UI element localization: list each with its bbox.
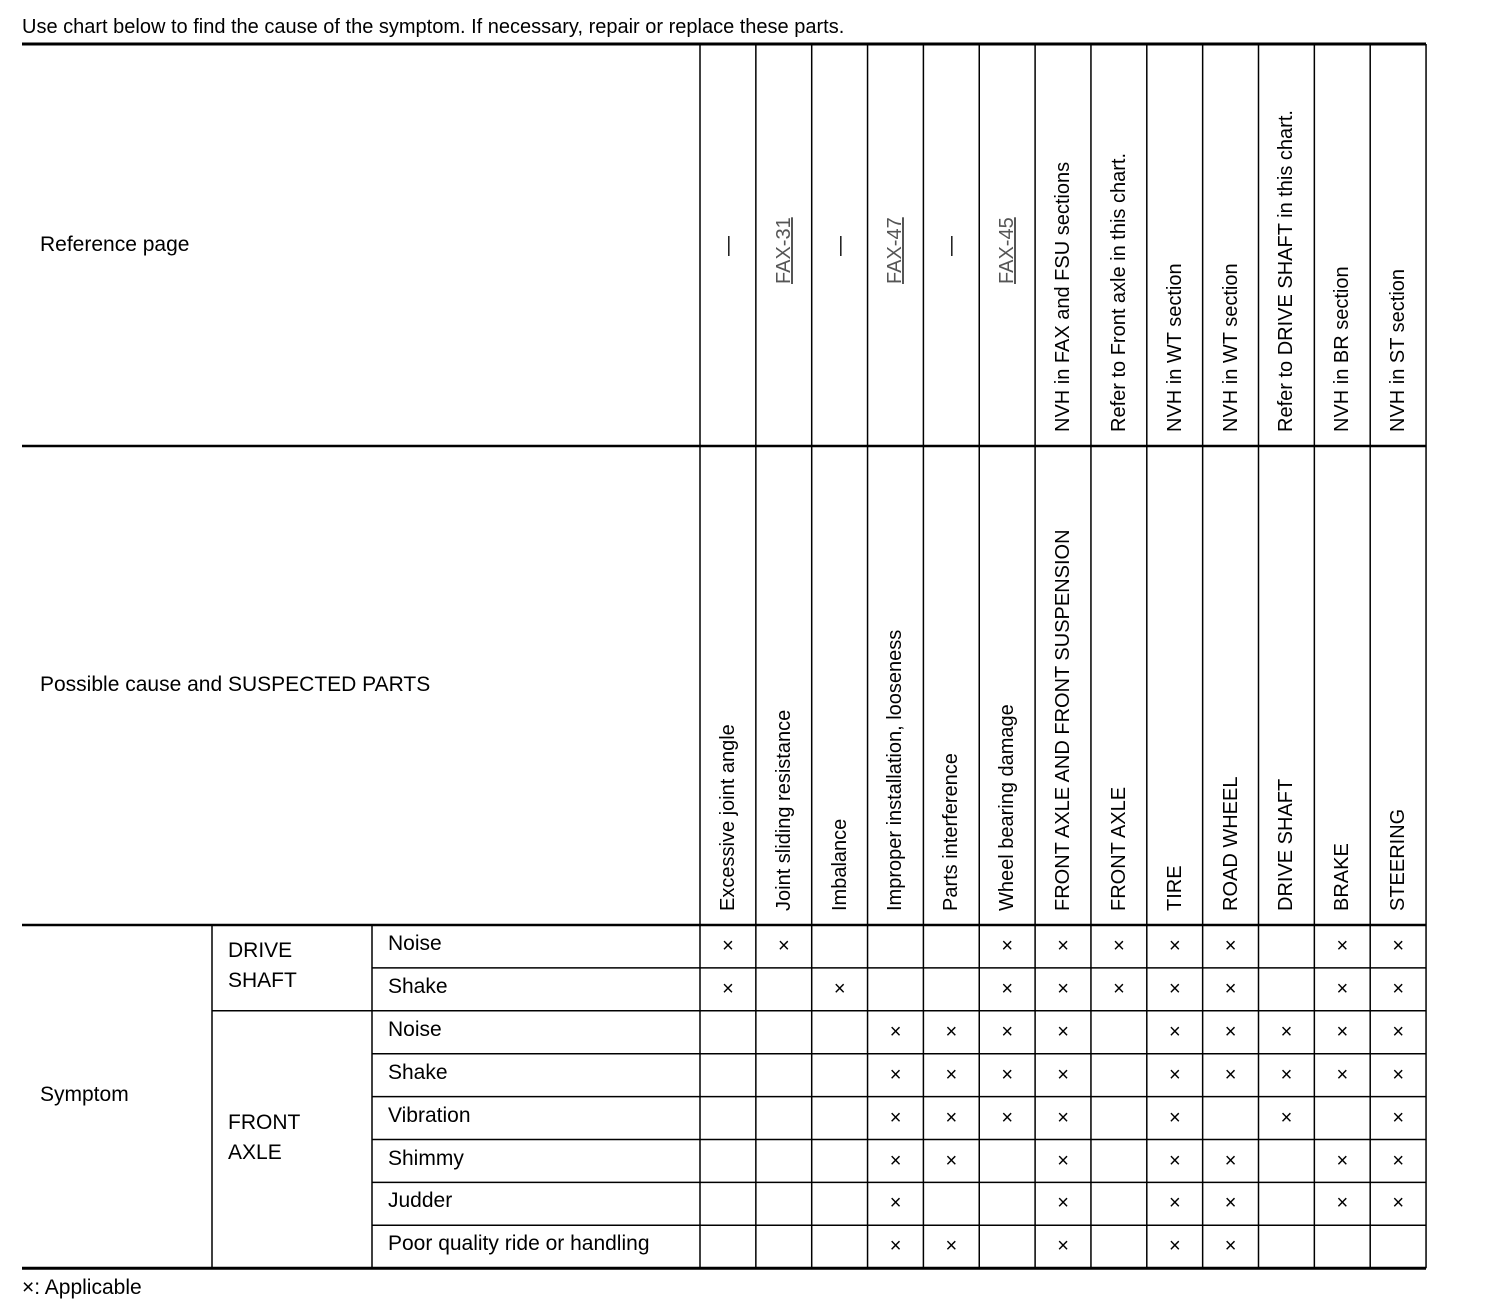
reference-page-label: Reference page [40,233,190,256]
cause-header-1: Excessive joint angle [716,724,739,911]
applicable-mark: × [1392,1020,1405,1043]
cause-header-10: ROAD WHEEL [1219,776,1242,911]
applicable-mark: × [1057,935,1069,957]
applicable-mark: × [1168,935,1181,957]
applicable-mark: × [945,1063,958,1086]
applicable-mark: × [1113,977,1125,1000]
applicable-mark: × [1001,1106,1014,1129]
applicable-mark: × [945,1020,958,1043]
applicable-mark: × [1392,935,1405,957]
applicable-mark: × [1057,1063,1069,1086]
applicable-mark: × [833,977,846,1000]
applicable-mark: × [1392,1192,1405,1215]
applicable-mark: × [1168,977,1181,1000]
applicable-mark: × [1280,1106,1293,1129]
applicable-mark: × [889,1020,902,1043]
applicable-mark: × [1001,935,1014,957]
cause-header-8: FRONT AXLE [1107,786,1130,911]
applicable-mark: × [1336,1063,1349,1086]
reference-page-5: — [940,236,963,256]
applicable-mark: × [1224,1235,1237,1258]
group-drive-shaft-line1: DRIVE [228,939,293,962]
reference-page-8: Refer to Front axle in this chart. [1107,152,1130,432]
applicable-mark: × [1001,977,1014,1000]
symptom-row-label: Vibration [388,1103,471,1127]
applicable-mark: × [1336,1192,1349,1215]
applicable-mark: × [1168,1020,1181,1043]
applicable-mark: × [1057,1192,1069,1215]
applicable-mark: × [889,1235,902,1258]
reference-page-3: — [828,236,851,256]
applicable-mark: × [1057,1106,1069,1129]
applicable-mark: × [889,1106,902,1129]
applicable-mark: × [1168,1063,1181,1086]
applicable-mark: × [1057,1235,1069,1258]
cause-header-7: FRONT AXLE AND FRONT SUSPENSION [1052,529,1075,911]
possible-cause-label: Possible cause and SUSPECTED PARTS [40,673,431,696]
reference-page-13: NVH in ST section [1387,268,1410,432]
applicable-mark: × [889,1149,902,1172]
applicable-mark: × [1224,1020,1237,1043]
applicable-mark: × [1168,1106,1181,1129]
applicable-mark: × [1113,935,1125,957]
cause-header-3: Imbalance [828,818,851,911]
applicable-mark: × [1336,935,1349,957]
group-front-axle-line2: AXLE [228,1141,282,1164]
reference-page-9: NVH in WT section [1163,263,1186,432]
applicable-mark: × [1280,1063,1293,1086]
applicable-mark: × [722,935,734,957]
reference-page-7: NVH in FAX and FSU sections [1052,161,1075,432]
applicable-mark: × [945,1149,958,1172]
applicable-mark: × [1001,1020,1014,1043]
applicable-mark: × [1168,1149,1181,1172]
cause-header-5: Parts interference [940,753,963,911]
reference-page-6[interactable]: FAX-45 [996,217,1019,284]
cause-header-4: Improper installation, looseness [884,629,907,911]
applicable-mark: × [1392,977,1405,1000]
applicable-mark: × [1168,1235,1181,1258]
applicable-mark: × [1224,935,1237,957]
cause-header-6: Wheel bearing damage [996,704,1019,911]
reference-page-12: NVH in BR section [1331,266,1354,432]
applicable-mark: × [1392,1149,1405,1172]
cause-header-12: BRAKE [1331,843,1354,911]
applicable-mark: × [945,1235,958,1258]
chart-instructions: Use chart below to find the cause of the symptom. If necessary, repair or replace these parts. [22,16,845,38]
applicable-mark: × [1280,1020,1293,1043]
applicable-mark: × [722,977,734,1000]
applicable-mark: × [1057,1020,1069,1043]
applicable-mark: × [889,1063,902,1086]
applicable-mark: × [1057,977,1069,1000]
cause-header-11: DRIVE SHAFT [1275,778,1298,911]
symptom-row-label: Judder [388,1189,453,1213]
applicable-mark: × [1336,1149,1349,1172]
symptom-row-label: Shake [388,974,448,998]
legend-applicable: ×: Applicable [22,1276,142,1299]
symptom-label: Symptom [40,1083,129,1106]
reference-page-11: Refer to DRIVE SHAFT in this chart. [1275,110,1298,432]
cause-header-13: STEERING [1387,808,1410,911]
applicable-mark: × [1336,977,1349,1000]
applicable-mark: × [945,1106,958,1129]
applicable-mark: × [1224,977,1237,1000]
symptom-row-label: Shimmy [388,1146,464,1170]
symptom-row-label: Noise [388,932,442,955]
cause-header-2: Joint sliding resistance [772,709,795,911]
applicable-mark: × [1392,1106,1405,1129]
symptom-row-label: Poor quality ride or handling [388,1232,650,1256]
applicable-mark: × [1392,1063,1405,1086]
applicable-mark: × [1336,1020,1349,1043]
reference-page-4[interactable]: FAX-47 [884,217,907,284]
applicable-mark: × [889,1192,902,1215]
reference-page-1: — [716,236,739,256]
applicable-mark: × [1224,1063,1237,1086]
cause-header-9: TIRE [1163,865,1186,911]
applicable-mark: × [1224,1149,1237,1172]
applicable-mark: × [1057,1149,1069,1172]
group-drive-shaft-line2: SHAFT [228,969,297,992]
reference-page-10: NVH in WT section [1219,263,1242,432]
reference-page-2[interactable]: FAX-31 [772,217,795,284]
applicable-mark: × [1168,1192,1181,1215]
symptom-row-label: Noise [388,1017,442,1041]
symptom-row-label: Shake [388,1060,448,1084]
applicable-mark: × [778,935,790,957]
applicable-mark: × [1224,1192,1237,1215]
group-front-axle-line1: FRONT [228,1111,301,1134]
applicable-mark: × [1001,1063,1014,1086]
